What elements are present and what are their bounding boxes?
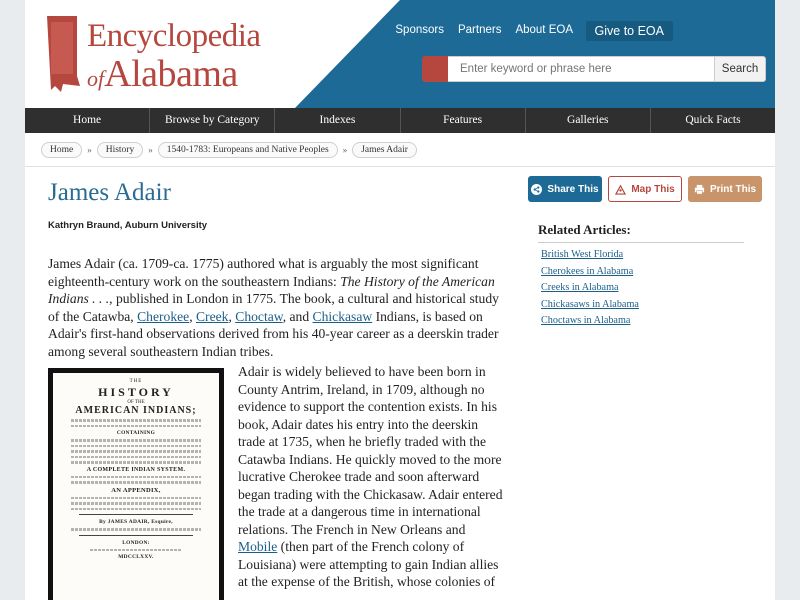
breadcrumb [25,133,775,167]
list-item [541,297,762,314]
fig-the: THE [129,379,143,384]
print-label: Print This [709,183,757,195]
fig-text-lines [71,456,202,459]
nav-features[interactable]: Features [401,108,526,133]
list-item [541,280,762,297]
book-title: The History of the American Indians . . . [48,273,495,306]
related-link-british-west-florida[interactable]: British West Florida [541,249,624,260]
breadcrumb-period[interactable]: 1540-1783: Europeans and Native Peoples [158,142,338,158]
logo-of-text: of [87,66,105,91]
breadcrumb-home[interactable]: Home [41,142,82,158]
map-button[interactable] [608,176,682,202]
alabama-state-icon [43,14,83,94]
nav-indexes[interactable]: Indexes [275,108,400,133]
related-link-cherokees[interactable]: Cherokees in Alabama [541,265,634,277]
book-title-page-image[interactable] [48,368,224,600]
search-input[interactable] [448,56,727,82]
nav-galleries[interactable]: Galleries [526,108,651,133]
main-nav [25,108,775,133]
fig-text-lines [71,450,202,453]
fig-text-lines [71,481,202,484]
list-item [541,313,762,330]
nav-home[interactable]: Home [25,108,150,133]
search-accent-tab [422,56,448,82]
link-cherokee[interactable]: Cherokee [137,308,190,324]
link-creek[interactable]: Creek [195,308,229,324]
fig-author: By JAMES ADAIR, Esquire, [99,519,173,525]
link-chickasaw[interactable]: Chickasaw [312,308,373,324]
article [48,178,503,589]
share-tools [528,176,762,202]
fig-text-lines [71,445,202,448]
link-choctaw[interactable]: Choctaw [235,308,283,324]
sidebar [528,176,762,330]
top-link-sponsors[interactable]: Sponsors [395,24,444,36]
related-articles [528,222,762,330]
breadcrumb-separator: » [148,144,153,155]
fig-text-lines [71,439,202,442]
breadcrumb-separator: » [87,144,92,155]
book-title-page [53,373,219,600]
related-link-choctaws[interactable]: Choctaws in Alabama [541,315,631,326]
printer-icon [694,184,705,195]
fig-year: MDCCLXXV. [118,554,154,560]
text-run: , published in London in 1775. The book, a cultural and historical study of the Catawba, [48,291,499,324]
fig-text-lines [71,502,202,505]
related-articles-title: Related Articles: [538,222,744,243]
logo-encyclopedia-text: Encyclopedia [87,18,261,54]
fig-place: LONDON: [122,539,150,546]
breadcrumb-current[interactable]: James Adair [352,142,417,158]
fig-of-the: OF THE [127,400,145,405]
top-link-about[interactable]: About EOA [515,24,573,36]
fig-rule [79,535,193,536]
text-run: James Adair (ca. 1709-ca. 1775) authored what is arguably the most significant eighteenth-century work on the southeastern Indians: [48,256,479,289]
search-button[interactable]: Search [714,56,766,82]
fig-text-lines [71,508,202,511]
fig-appendix: AN APPENDIX, [111,486,161,494]
share-button[interactable] [528,176,602,202]
fig-containing: CONTAINING [116,430,156,436]
fig-indian-system: A COMPLETE INDIAN SYSTEM. [86,466,186,473]
text-run: (then part of the French colony of Louisiana) were attempting to gain Indian allies at the expense of the British, whose colonies of [238,539,499,589]
article-author: Kathryn Braund, Auburn University [48,220,208,231]
related-link-chickasaws[interactable]: Chickasaws in Alabama [541,298,639,310]
text-run: Indians, is based on Adair's first-hand observations derived from his 40-year career as a deerskin trader among several southeastern Indian tribes. [48,308,499,359]
fig-rule [79,514,193,515]
text-run: , [189,308,196,324]
fig-text-lines [71,476,202,479]
map-label: Map This [631,183,675,195]
print-button[interactable] [688,176,762,202]
list-item [541,264,762,281]
give-button[interactable]: Give to EOA [586,21,673,41]
related-articles-list [541,247,762,330]
logo-alabama-line [87,52,238,96]
site-header [25,0,775,108]
search-bar [422,56,768,82]
text-run: , [228,308,236,324]
article-paragraph-1 [48,255,503,360]
fig-text-lines [90,549,182,552]
fig-text-lines [71,528,202,531]
list-item [541,247,762,264]
top-links [381,24,573,36]
fig-history: HISTORY [98,385,174,399]
text-run: Adair is widely believed to have been born in County Antrim, Ireland, in 1709, although no evidence to support the contention exists. In his book, Adair dates his entry into the deerskin trade at 1735, when he briefly traded with the Catawba Indians. He quickly moved to the more lucrative Cherokee trade and soon afterward began trading with the Chickasaw. Adair entered the trade at a dangerous time in international relations. The French in New Orleans and [238,364,503,537]
fig-american-indians: AMERICAN INDIANS; [75,405,197,416]
nav-browse-by-category[interactable]: Browse by Category [150,108,275,133]
fig-text-lines [71,425,202,428]
breadcrumb-history[interactable]: History [97,142,144,158]
logo-alabama-text: Alabama [104,53,238,95]
text-run: , and [282,308,313,324]
fig-text-lines [71,497,202,500]
related-link-creeks[interactable]: Creeks in Alabama [541,282,619,293]
map-icon [615,184,626,195]
fig-text-lines [71,461,202,464]
share-label: Share This [547,183,599,195]
top-link-partners[interactable]: Partners [457,24,502,36]
header-blue-panel [275,0,775,108]
nav-quick-facts[interactable]: Quick Facts [685,114,741,126]
link-mobile[interactable]: Mobile [238,539,278,554]
share-icon [531,184,542,195]
fig-text-lines [71,419,202,422]
breadcrumb-separator: » [342,144,348,155]
page-title: James Adair [48,179,171,206]
article-paragraph-2 [238,363,503,591]
site-logo[interactable] [43,12,283,96]
page [25,0,775,600]
